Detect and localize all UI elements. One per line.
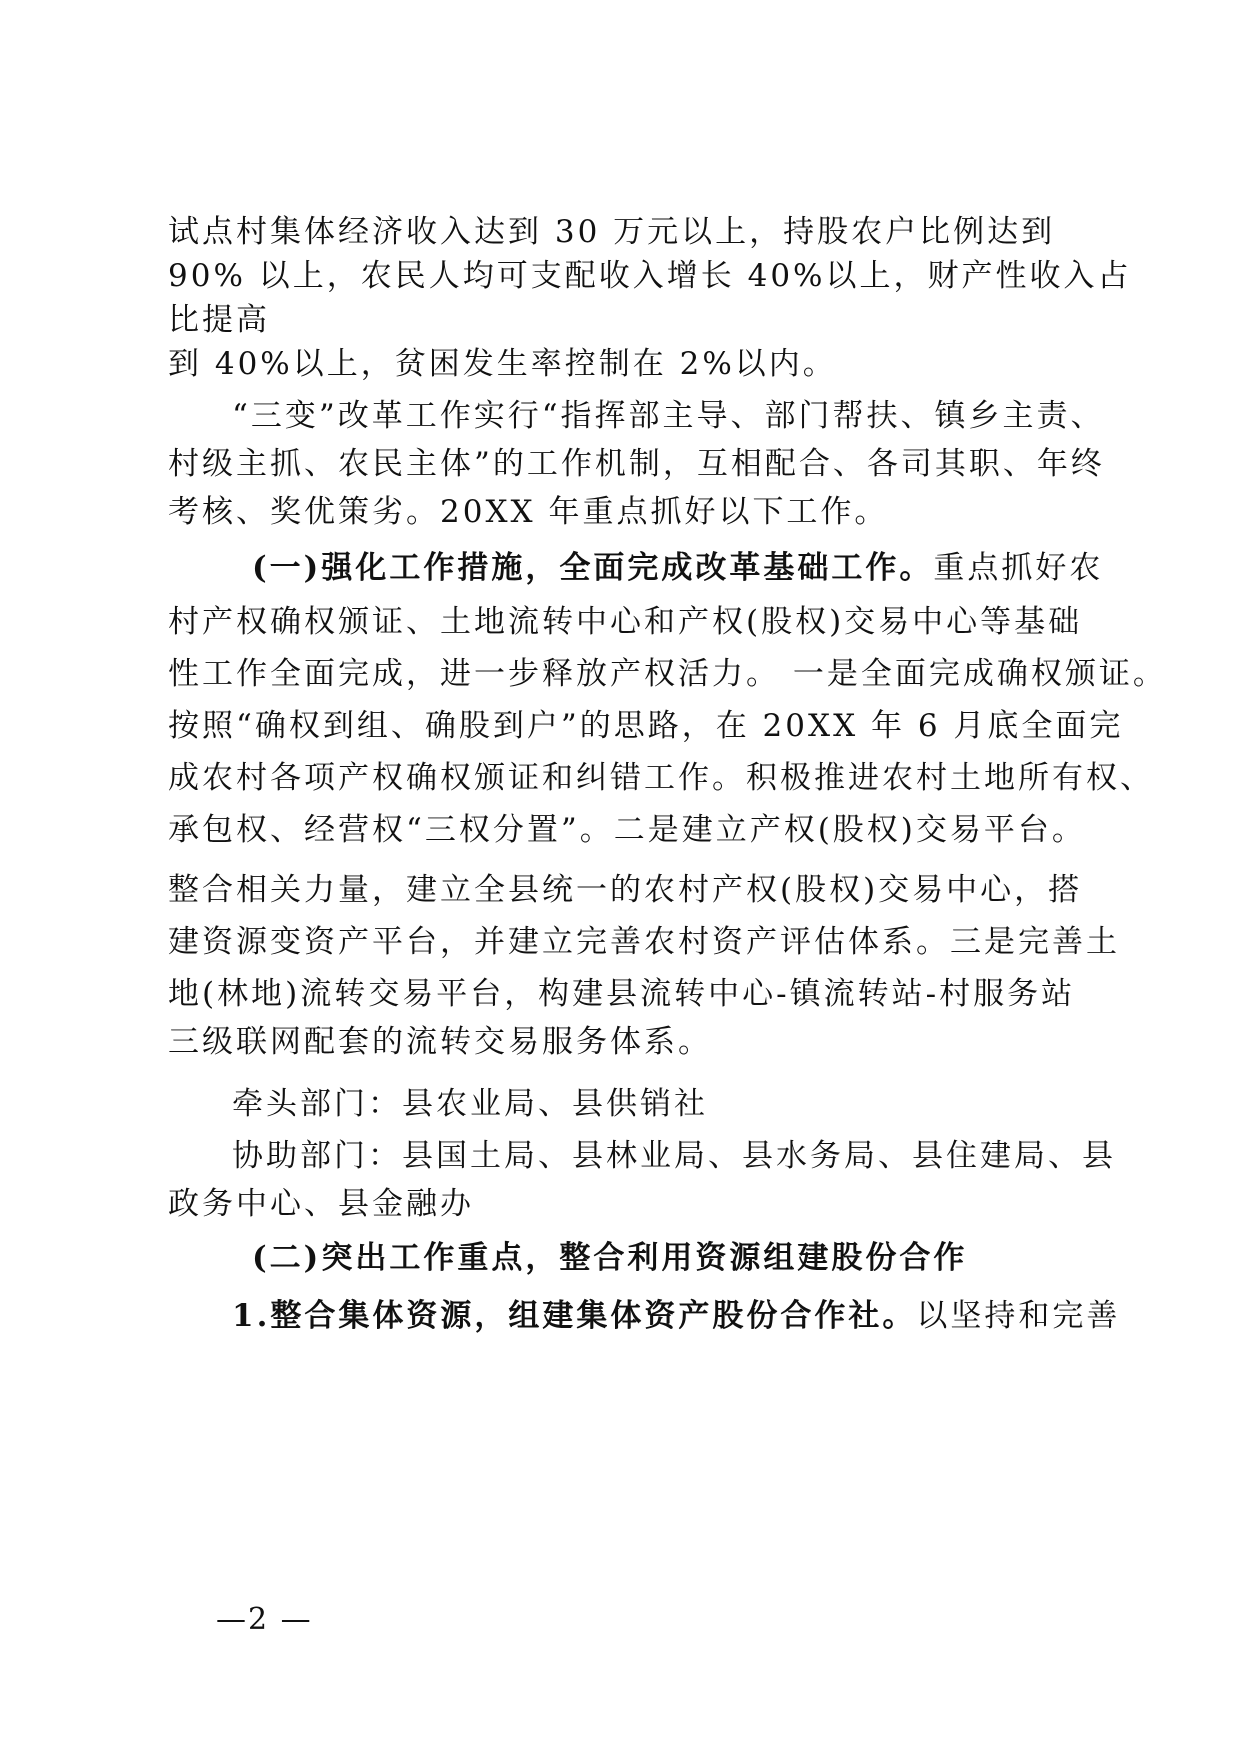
text-line: 成农村各项产权确权颁证和纠错工作。积极推进农村土地所有权、 [168, 760, 1154, 796]
page-number: —2 — [216, 1602, 313, 1637]
assist-department: 协助部门：县国土局、县林业局、县水务局、县住建局、县 [232, 1138, 1116, 1174]
text-line: 村产权确权颁证、土地流转中心和产权(股权)交易中心等基础 [168, 604, 1083, 640]
text-line: 政务中心、县金融办 [168, 1186, 474, 1222]
item-1-heading: 1.整合集体资源，组建集体资产股份合作社。 [232, 1298, 917, 1334]
item-1-text: 以坚持和完善 [916, 1298, 1121, 1334]
text-line: 按照“确权到组、确股到户”的思路，在 20XX 年 6 月底全面完 [168, 708, 1124, 744]
text-line: “三变”改革工作实行“指挥部主导、部门帮扶、镇乡主责、 [232, 398, 1105, 434]
section-1-heading: (一)强化工作措施，全面完成改革基础工作。 [252, 550, 934, 586]
section-2-heading: (二)突出工作重点，整合利用资源组建股份合作 [252, 1240, 968, 1276]
text-line: 90% 以上，农民人均可支配收入增长 40%以上，财产性收入占 [168, 258, 1132, 294]
text-line: 试点村集体经济收入达到 30 万元以上，持股农户比例达到 [168, 214, 1056, 250]
text-line: 性工作全面完成，进一步释放产权活力。 一是全面完成确权颁证。 [168, 656, 1167, 692]
text-line: 考核、奖优策劣。20XX 年重点抓好以下工作。 [168, 494, 889, 530]
item-1-line [232, 1294, 1172, 1338]
text-line: 村级主抓、农民主体”的工作机制，互相配合、各司其职、年终 [168, 446, 1105, 482]
text-line: 比提高 [168, 302, 270, 338]
text-line: 整合相关力量，建立全县统一的农村产权(股权)交易中心，搭 [168, 872, 1083, 908]
text-line: 到 40%以上，贫困发生率控制在 2%以内。 [168, 346, 837, 382]
section-1-line [252, 546, 1192, 590]
text-line: 承包权、经营权“三权分置”。二是建立产权(股权)交易平台。 [168, 812, 1086, 848]
lead-department: 牵头部门：县农业局、县供销社 [232, 1086, 708, 1122]
text-line: 建资源变资产平台，并建立完善农村资产评估体系。三是完善土 [168, 924, 1120, 960]
section-1-text: 重点抓好农 [933, 550, 1104, 586]
text-line: 地(林地)流转交易平台，构建县流转中心-镇流转站-村服务站 [168, 976, 1076, 1012]
text-line: 三级联网配套的流转交易服务体系。 [168, 1024, 712, 1060]
